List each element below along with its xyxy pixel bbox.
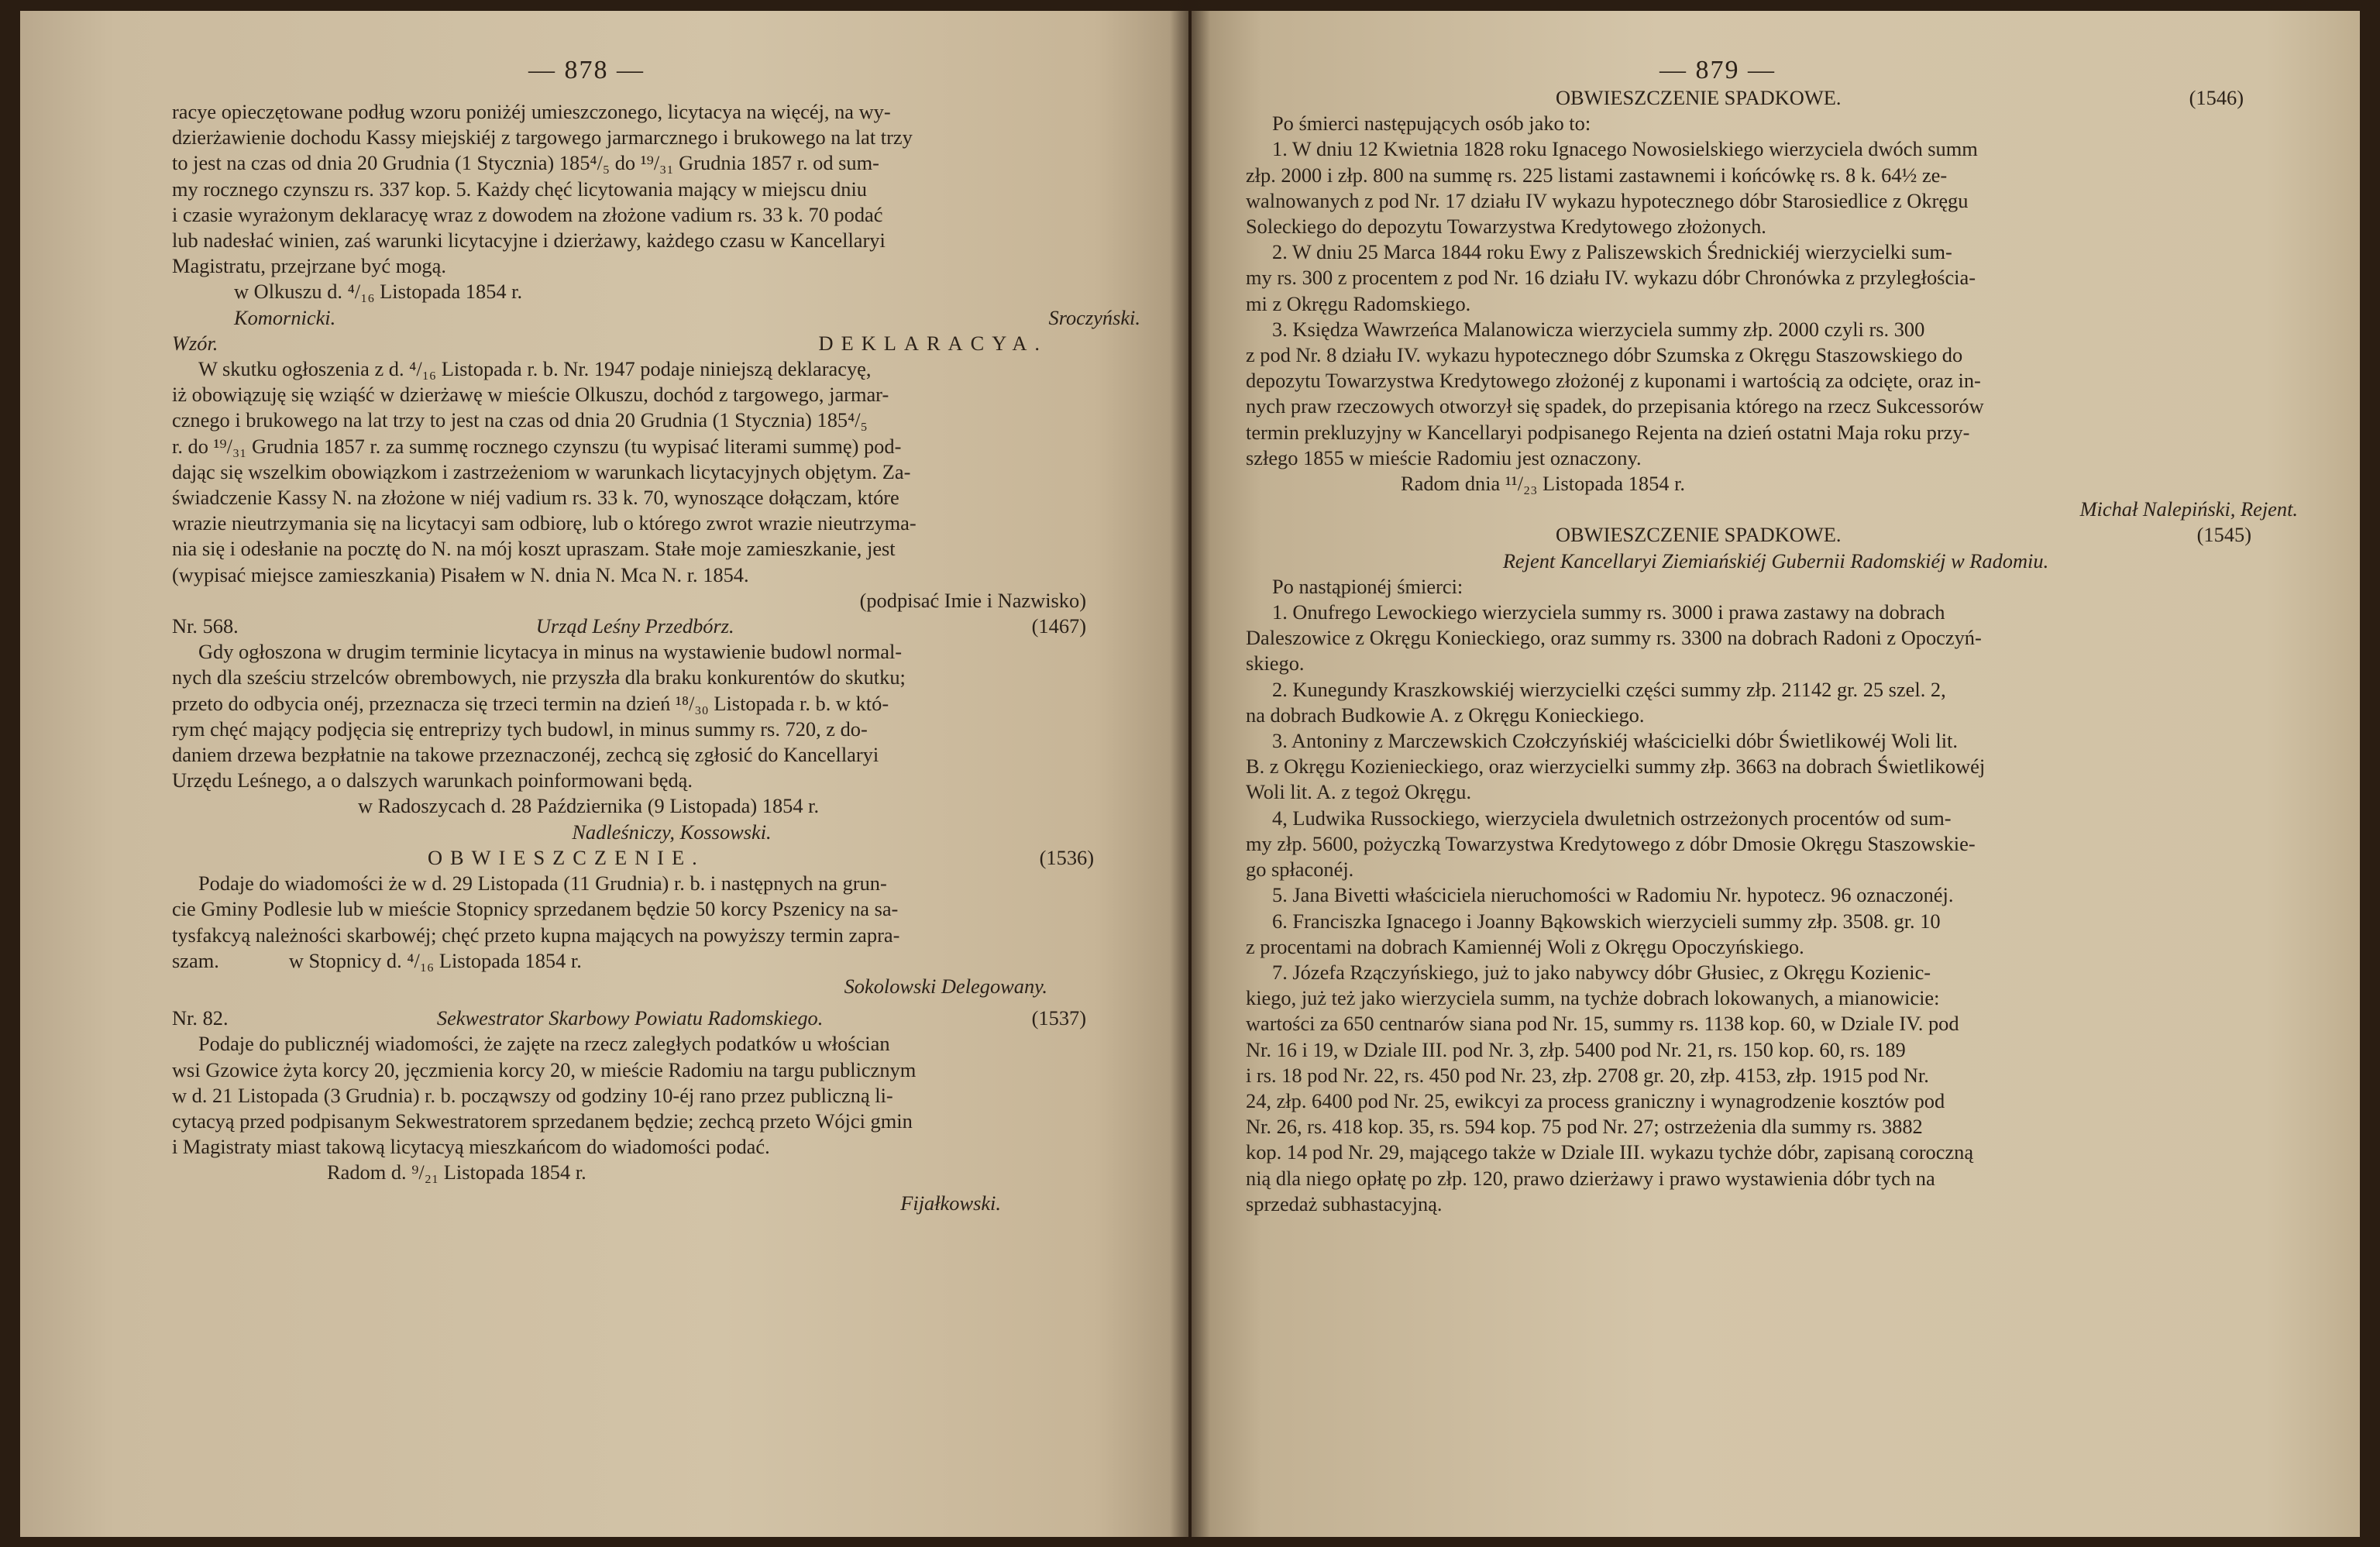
wzor-label: Wzór. — [172, 331, 218, 355]
text-line: 3. Księdza Wawrzeńca Malanowicza wierzyciela summy złp. 2000 czyli rs. 300 — [1272, 317, 1925, 341]
text-fragment: szam. — [172, 948, 219, 972]
left-page — [20, 11, 1188, 1537]
text-line: nych praw rzeczowych otworzył się spadek, do przepisania którego na rzecz Sukcessorów — [1246, 394, 1984, 418]
text-line: 7. Józefa Rzączyńskiego, już to jako nabywcy dóbr Głusiec, z Okręgu Kozienic- — [1272, 960, 1931, 984]
notice-radom-sekwestrator — [172, 1006, 1171, 1216]
text-line: Nr. 26, rs. 418 kop. 35, rs. 594 kop. 75 pod Nr. 27; ostrzeżenia dla summy rs. 3882 — [1246, 1115, 1923, 1139]
notice-ref: (1546) — [2189, 86, 2244, 109]
signature: Fijałkowski. — [900, 1191, 1001, 1215]
text-line: my rocznego czynszu rs. 337 kop. 5. Każdy chęć licytowania mający w miejscu dniu — [172, 177, 867, 201]
text-line: na dobrach Budkowie A. z Okręgu Konieckiego. — [1246, 703, 1645, 727]
text-line: przeto do odbycia onéj, przeznacza się trzeci termin na dzień ¹⁸/₃₀ Listopada r. b. w któ- — [172, 691, 889, 715]
text-line: nią dla niego opłatę po złp. 120, prawo dzierżawy i prawo wystawienia dóbr tych na — [1246, 1166, 1935, 1190]
text-line: r. do ¹⁹/₃₁ Grudnia 1857 r. za summę rocznego czynszu (tu wypisać literami summę) pod- — [172, 434, 902, 458]
text-line: Urzędu Leśnego, a o dalszych warunkach poinformowani będą. — [172, 768, 693, 792]
signature: Sokolowski Delegowany. — [844, 974, 1047, 998]
text-line: depozytu Towarzystwa Kredytowego złożonéj z kuponami i wartością za odcięte, oraz in- — [1246, 369, 1981, 393]
right-column — [1246, 85, 2306, 1217]
notice-last-line — [172, 948, 1171, 974]
place-date: w Stopnicy d. ⁴/₁₆ Listopada 1854 r. — [288, 948, 582, 972]
text-line: 1. Onufrego Lewockiego wierzyciela summy rs. 3000 i prawa zastawy na dobrach — [1272, 600, 1945, 624]
notice-office: Urząd Leśny Przedbórz. — [535, 614, 734, 638]
notice-header — [172, 1006, 1171, 1031]
notice-office: Rejent Kancellaryi Ziemiańskiéj Gubernii Radomskiéj w Radomiu. — [1502, 548, 2049, 572]
notice-przedborz — [172, 614, 1171, 845]
signature: Komornicki. — [234, 305, 336, 329]
text-line: (wypisać miejsce zamieszkania) Pisałem w N. dnia N. Mca N. r. 1854. — [172, 562, 749, 586]
notice-header — [1246, 85, 2306, 111]
text-line: 2. W dniu 25 Marca 1844 roku Ewy z Paliszewskich Średnickiéj wierzycielki sum- — [1272, 240, 1952, 264]
notice-spadkowe-1545 — [1246, 522, 2306, 1216]
text-line: 24, złp. 6400 pod Nr. 25, ewikcyi za process graniczny i wynagrodzenie kosztów pod — [1246, 1088, 1945, 1112]
text-line: Gdy ogłoszona w drugim terminie licytacya in minus na wystawienie budowl normal- — [198, 640, 903, 664]
text-line: rym chęć mający podjęcia się entreprizy tych budowl, in minus summy rs. 720, z do- — [172, 717, 868, 741]
text-line: 5. Jana Bivetti właściciela nieruchomości w Radomiu Nr. hypotecz. 96 oznaczonéj. — [1272, 883, 1954, 907]
text-line: B. z Okręgu Kozienieckiego, oraz wierzycielki summy złp. 3663 na dobrach Świetlikowéj — [1246, 755, 1986, 779]
page-number-right: — 879 — — [1659, 56, 1776, 84]
olkusz-continuation — [172, 99, 1171, 614]
text-line: Podaje do wiadomości że w d. 29 Listopada (11 Grudnia) r. b. i następnych na grun- — [198, 871, 887, 896]
signature: Sroczyński. — [1048, 305, 1140, 329]
notice-ref: (1537) — [1031, 1006, 1086, 1030]
notice-stopnica — [172, 845, 1171, 999]
text-line: 6. Franciszka Ignacego i Joanny Bąkowskich wierzycieli summy złp. 3508. gr. 10 — [1272, 909, 1941, 933]
text-line: cytacyą przed podpisanym Sekwestratorem sprzedanem będzie; zechcą przeto Wójci gmin — [172, 1109, 913, 1133]
text-line: złp. 2000 i złp. 800 na summę rs. 225 listami zastawnemi i końcówkę rs. 8 k. 64½ ze- — [1246, 163, 1948, 187]
place-date: w Radoszycach d. 28 Października (9 Listopada) 1854 r. — [358, 794, 820, 818]
left-column — [172, 99, 1171, 1216]
notice-header — [1246, 522, 2306, 548]
text-line: mi z Okręgu Radomskiego. — [1246, 291, 1471, 315]
text-line: Po śmierci następujących osób jako to: — [1272, 112, 1591, 136]
text-line: iż obowiązuję się wziąść w dzierżawę w mieście Olkuszu, dochód z targowego, jarmar- — [172, 383, 889, 407]
text-line: lub nadesłać winien, zaś warunki licytacyjne i dzierżawy, każdego czasu w Kancellaryi — [172, 229, 886, 253]
notice-title: OBWIESZCZENIE SPADKOWE. — [1556, 523, 1842, 547]
text-line: 1. W dniu 12 Kwietnia 1828 roku Ignacego Nowosielskiego wierzyciela dwóch summ — [1272, 137, 1978, 161]
signatures-row — [172, 305, 1171, 331]
text-line: 2. Kunegundy Kraszkowskiéj wierzycielki części summy złp. 21142 gr. 25 szel. 2, — [1272, 677, 1946, 701]
text-line: tysfakcyą należności skarbowéj; chęć przeto kupna mających na powyższy termin zapra- — [172, 923, 900, 947]
text-line: cznego i brukowego na lat trzy to jest na czas od dnia 20 Grudnia (1 Stycznia) 185⁴/₅ — [172, 408, 868, 432]
notice-ref: (1467) — [1031, 614, 1086, 638]
text-line: 4, Ludwika Russockiego, wierzyciela dwuletnich ostrzeżonych procentów od sum- — [1272, 806, 1952, 830]
text-line: z procentami na dobrach Kamiennéj Woli z Okręgu Opoczyńskiego. — [1246, 934, 1804, 958]
text-line: 3. Antoniny z Marczewskich Czołczyńskiéj właścicielki dóbr Świetlikowéj Woli lit. — [1272, 729, 1958, 753]
text-line: racye opieczętowane podług wzoru poniżéj umieszczonego, licytacya na więcéj, na wy- — [172, 100, 891, 123]
notice-ref: (1536) — [1039, 845, 1094, 869]
notice-header — [172, 845, 1171, 871]
text-line: skiego. — [1246, 651, 1305, 676]
text-line: wartości za 650 centnarów siana pod Nr. 15, summy rs. 1138 kop. 60, w Dziale IV. pod — [1246, 1012, 1959, 1036]
place-date: w Olkuszu d. ⁴/₁₆ Listopada 1854 r. — [234, 280, 523, 304]
text-line: Nr. 16 i 19, w Dziale III. pod Nr. 3, złp. 5400 pod Nr. 21, rs. 150 kop. 60, rs. 189 — [1246, 1037, 1906, 1061]
notice-spadkowe-1546 — [1246, 85, 2306, 522]
text-line: W skutku ogłoszenia z d. ⁴/₁₆ Listopada r. b. Nr. 1947 podaje niniejszą deklaracyę, — [198, 357, 872, 381]
text-line: to jest na czas od dnia 20 Grudnia (1 Stycznia) 185⁴/₅ do ¹⁹/₃₁ Grudnia 1857 r. od sum- — [172, 151, 879, 175]
text-line: Podaje do publicznéj wiadomości, że zajęte na rzecz zaległych podatków u włościan — [198, 1032, 890, 1056]
text-line: i czasie wyrażonym deklaracyę wraz z dowodem na złożone vadium rs. 33 k. 70 podać — [172, 202, 883, 226]
page-number-left: — 878 — — [528, 56, 645, 84]
text-line: i Magistraty miast takową licytacyą mieszkańcom do wiadomości podać. — [172, 1135, 770, 1159]
text-line: Magistratu, przejrzane być mogą. — [172, 254, 446, 278]
notice-number: Nr. 568. — [172, 614, 239, 638]
deklaracya-heading-row — [172, 331, 1171, 356]
notice-title: OBWIESZCZENIE. — [428, 845, 705, 869]
text-line: z pod Nr. 8 działu IV. wykazu hypotecznego dóbr Szumska z Okręgu Staszowskiego do — [1246, 343, 1963, 367]
place-date: Radom d. ⁹/₂₁ Listopada 1854 r. — [327, 1160, 586, 1184]
notice-number: Nr. 82. — [172, 1006, 229, 1030]
text-line: my rs. 300 z procentem z pod Nr. 16 działu IV. wykazu dóbr Chronówka z przyległościa- — [1246, 266, 1976, 290]
right-page — [1192, 11, 2360, 1537]
signature: Michał Nalepiński, Rejent. — [2079, 497, 2298, 521]
notice-ref: (1545) — [2196, 523, 2251, 547]
text-line: daniem drzewa bezpłatnie na takowe przeznaczonéj, zechcą się zgłosić do Kancellaryi — [172, 743, 879, 767]
text-line: Woli lit. A. z tegoż Okręgu. — [1246, 780, 1472, 804]
text-line: nia się i odesłanie na pocztę do N. na mój koszt upraszam. Stałe moje zamieszkanie, jest — [172, 537, 896, 561]
text-line: nych dla sześciu strzelców obrembowych, nie przyszła dla braku konkurentów do skutku; — [172, 665, 906, 689]
text-line: kiego, już też jako wierzyciela summ, na tychże dobrach lokowanych, a mianowicie: — [1246, 986, 1940, 1010]
book-gutter-shadow — [1170, 0, 1210, 1547]
text-line: cie Gminy Podlesie lub w mieście Stopnicy sprzedanem będzie 50 korcy Pszenicy na sa- — [172, 897, 899, 921]
notice-title: OBWIESZCZENIE SPADKOWE. — [1556, 86, 1842, 109]
text-line: świadczenie Kassy N. na złożone w niéj vadium rs. 33 k. 70, wynoszące dołączam, które — [172, 486, 899, 510]
notice-header — [172, 614, 1171, 639]
text-line: kop. 14 pod Nr. 29, mającego także w Dziale III. wykazu tychże dóbr, zapisaną coroczną — [1246, 1140, 1974, 1164]
text-line: sprzedaż subhastacyjną. — [1246, 1191, 1443, 1215]
text-line: w d. 21 Listopada (3 Grudnia) r. b. począwszy od godziny 10-éj rano przez publiczną li- — [172, 1083, 893, 1107]
text-line: Daleszowice z Okręgu Konieckiego, oraz summy rs. 3300 na dobrach Radoni z Opoczyń- — [1246, 626, 1982, 650]
text-line: Po nastąpionéj śmierci: — [1272, 574, 1463, 598]
text-line: dzierżawienie dochodu Kassy miejskiéj z targowego jarmarcznego i brukowego na lat trzy — [172, 125, 913, 150]
text-line: my złp. 5600, pożyczką Towarzystwa Kredytowego z dóbr Dmosie Okręgu Staszowskie- — [1246, 831, 1976, 855]
text-line: wsi Gzowice żyta korcy 20, jęczmienia korcy 20, w mieście Radomiu na targu publicznym — [172, 1057, 917, 1081]
text-line: szłego 1855 w mieście Radomiu jest oznaczony. — [1246, 445, 1642, 469]
text-line: go spłaconéj. — [1246, 858, 1354, 882]
text-line: wrazie nieutrzymania się na licytacyi sam odbiorę, lub o którego zwrot wrazie nieutrzyma- — [172, 511, 917, 535]
text-line: walnowanych z pod Nr. 17 działu IV wykazu hypotecznego dóbr Starosiedlice z Okręgu — [1246, 188, 1969, 212]
place-date: Radom dnia ¹¹/₂₃ Listopada 1854 r. — [1401, 472, 1685, 496]
signature-instruction: (podpisać Imie i Nazwisko) — [859, 588, 1086, 612]
notice-office: Sekwestrator Skarbowy Powiatu Radomskiego. — [436, 1006, 824, 1030]
text-line: Soleckiego do depozytu Towarzystwa Kredytowego złożonych. — [1246, 215, 1766, 239]
text-line: i rs. 18 pod Nr. 22, rs. 450 pod Nr. 23, złp. 2708 gr. 20, złp. 4153, złp. 1915 pod Nr. — [1246, 1063, 1929, 1087]
text-line: dając się wszelkim obowiązkom i zastrzeżeniom w warunkach licytacyjnych objętym. Za- — [172, 459, 911, 483]
deklaracya-title: DEKLARACYA. — [818, 331, 1047, 355]
signature: Nadleśniczy, Kossowski. — [572, 820, 772, 844]
text-line: termin prekluzyjny w Kancellaryi podpisanego Rejenta na dzień ostatni Maja roku przy- — [1246, 420, 1970, 444]
